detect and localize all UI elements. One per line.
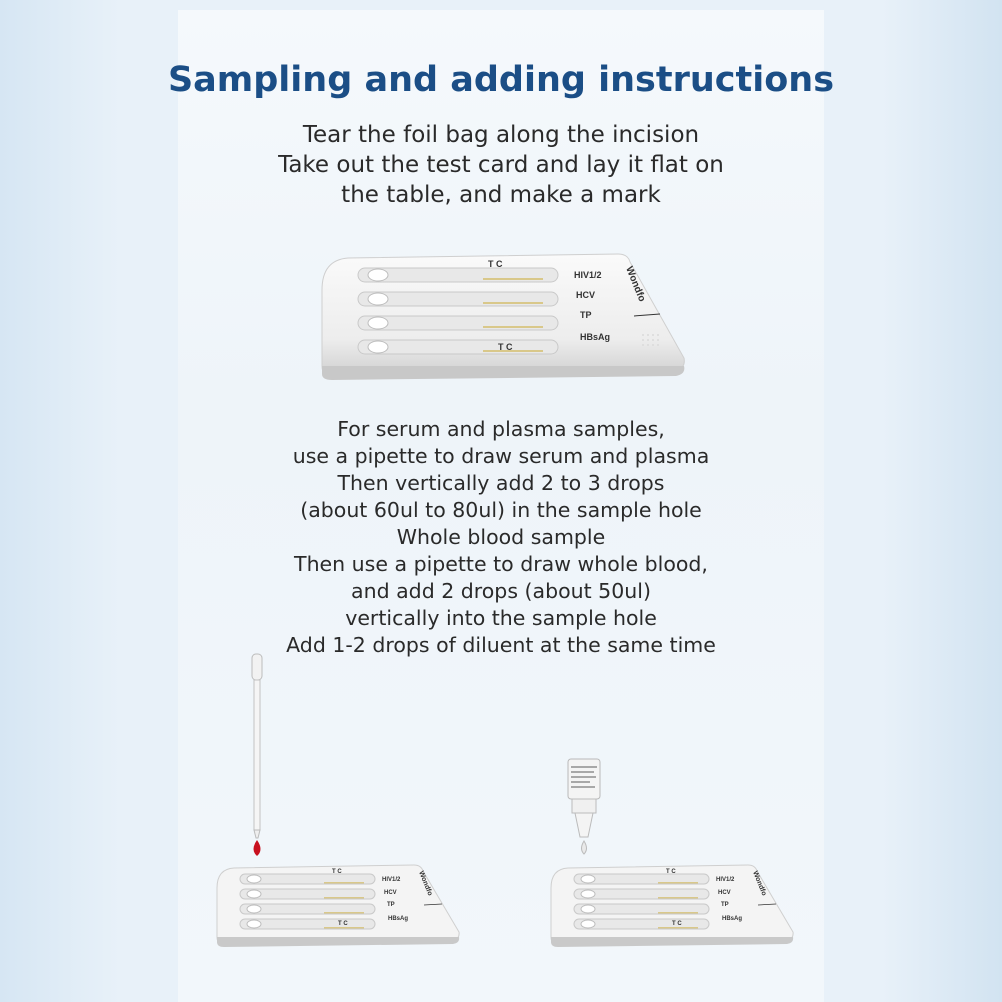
test-label-hcv: HCV [576,290,596,300]
test-label-tp: TP [721,902,729,908]
test-label-hbsag: HBsAg [722,916,743,922]
step2-instructions [0,416,1002,659]
test-label-hiv: HIV1/2 [574,270,602,280]
test-label-hbsag: HBsAg [580,332,611,342]
step1-line: Tear the foil bag along the incision [302,122,700,148]
step1-line: Take out the test card and lay it flat on [278,152,724,178]
blood-drop-icon [254,840,261,856]
step2-line: vertically into the sample hole [345,606,657,630]
bottle-label [568,759,600,799]
window-label-bottom: T C [338,921,348,927]
step2-line: Then use a pipette to draw whole blood, [294,552,708,576]
window-label-bottom: T C [498,342,513,352]
brand-logo: Wondfo [751,870,768,897]
test-card-small-left [214,862,464,948]
test-card-small-right [548,862,798,948]
window-label-top: T C [488,259,503,269]
step2-line: (about 60ul to 80ul) in the sample hole [300,498,702,522]
test-label-hiv: HIV1/2 [716,877,735,883]
page-title: Sampling and adding instructions [167,60,835,100]
test-label-tp: TP [580,310,592,320]
test-label-hcv: HCV [718,890,731,896]
diluent-drop-icon [582,841,587,854]
step2-line: and add 2 drops (about 50ul) [351,579,651,603]
step2-line: Then vertically add 2 to 3 drops [337,471,665,495]
test-card-large [318,250,690,382]
step2-line: For serum and plasma samples, [337,417,665,441]
step2-line: Whole blood sample [396,525,606,549]
step2-line: Add 1-2 drops of diluent at the same time [286,633,716,657]
test-label-hcv: HCV [384,890,397,896]
window-label-top: T C [666,869,676,875]
brand-logo: Wondfo [417,870,434,897]
step1-line: the table, and make a mark [341,182,661,208]
step2-line: use a pipette to draw serum and plasma [292,444,710,468]
pipette-bulb [252,654,262,680]
brand-logo: Wondfo [623,265,648,304]
window-label-bottom: T C [672,921,682,927]
test-label-hiv: HIV1/2 [382,877,401,883]
window-label-top: T C [332,869,342,875]
diluent-bottle-illustration [560,755,620,860]
test-label-tp: TP [387,902,395,908]
step1-instructions [0,120,1002,210]
pipette-tube [254,680,260,830]
test-label-hbsag: HBsAg [388,916,409,922]
